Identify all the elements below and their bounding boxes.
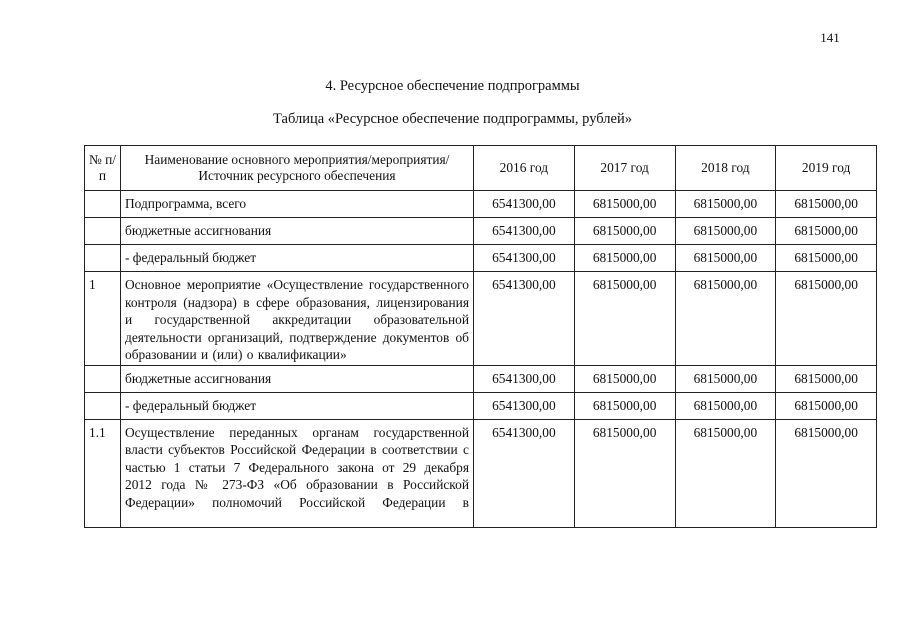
resource-table: [84, 145, 877, 528]
value-2016: 6541300,00: [474, 365, 575, 392]
value-2018: 6815000,00: [675, 392, 776, 419]
page-number: 141: [820, 30, 840, 45]
header-year-2018: 2018 год: [675, 146, 776, 191]
value-2016: 6541300,00: [474, 245, 575, 272]
value-2017: 6815000,00: [574, 272, 675, 366]
table-header-row: [85, 146, 877, 191]
value-2018: 6815000,00: [675, 245, 776, 272]
row-name: бюджетные ассигнования: [121, 218, 474, 245]
table-row: [85, 272, 877, 366]
row-name: Основное мероприятие «Осуществление государственного контроля (надзора) в сфере образования, лицензирования и государственной аккредитации образовательной деятельности организаций, подтверждение документов об образовании и (или) о квалификации»: [121, 272, 474, 366]
row-num: [85, 191, 121, 218]
value-2019: 6815000,00: [776, 419, 877, 527]
value-2017: 6815000,00: [574, 191, 675, 218]
row-name: - федеральный бюджет: [121, 392, 474, 419]
header-year-2017: 2017 год: [574, 146, 675, 191]
table-row: [85, 365, 877, 392]
row-name: Осуществление переданных органам государственной власти субъектов Российской Федерации в соответствии с частью 1 статьи 7 Федерального закона от 29 декабря 2012 года № 273-ФЗ «Об образовании в Российской Федерации» полномочий Российской Федерации в: [121, 419, 474, 527]
value-2016: 6541300,00: [474, 392, 575, 419]
value-2019: 6815000,00: [776, 218, 877, 245]
value-2018: 6815000,00: [675, 218, 776, 245]
value-2019: 6815000,00: [776, 392, 877, 419]
header-num: № п/п: [85, 146, 121, 191]
value-2016: 6541300,00: [474, 218, 575, 245]
value-2017: 6815000,00: [574, 245, 675, 272]
row-num: [85, 392, 121, 419]
value-2019: 6815000,00: [776, 245, 877, 272]
value-2019: 6815000,00: [776, 272, 877, 366]
row-name: бюджетные ассигнования: [121, 365, 474, 392]
value-2017: 6815000,00: [574, 218, 675, 245]
value-2016: 6541300,00: [474, 272, 575, 366]
value-2019: 6815000,00: [776, 191, 877, 218]
value-2018: 6815000,00: [675, 365, 776, 392]
row-num: [85, 245, 121, 272]
table-row: [85, 218, 877, 245]
value-2017: 6815000,00: [574, 392, 675, 419]
value-2016: 6541300,00: [474, 191, 575, 218]
header-year-2016: 2016 год: [474, 146, 575, 191]
row-num: [85, 218, 121, 245]
table-row: [85, 419, 877, 527]
row-num: [85, 365, 121, 392]
value-2018: 6815000,00: [675, 419, 776, 527]
value-2018: 6815000,00: [675, 191, 776, 218]
row-name: - федеральный бюджет: [121, 245, 474, 272]
value-2017: 6815000,00: [574, 365, 675, 392]
value-2017: 6815000,00: [574, 419, 675, 527]
row-num: 1: [85, 272, 121, 366]
value-2019: 6815000,00: [776, 365, 877, 392]
row-num: 1.1: [85, 419, 121, 527]
value-2016: 6541300,00: [474, 419, 575, 527]
section-title: 4. Ресурсное обеспечение подпрограммы: [325, 78, 580, 94]
table-row: [85, 191, 877, 218]
table-row: [85, 245, 877, 272]
table-row: [85, 392, 877, 419]
table-caption: Таблица «Ресурсное обеспечение подпрограммы, рублей»: [273, 111, 632, 127]
header-name: Наименование основного мероприятия/мероприятия/ Источник ресурсного обеспечения: [121, 146, 474, 191]
header-year-2019: 2019 год: [776, 146, 877, 191]
row-name: Подпрограмма, всего: [121, 191, 474, 218]
value-2018: 6815000,00: [675, 272, 776, 366]
